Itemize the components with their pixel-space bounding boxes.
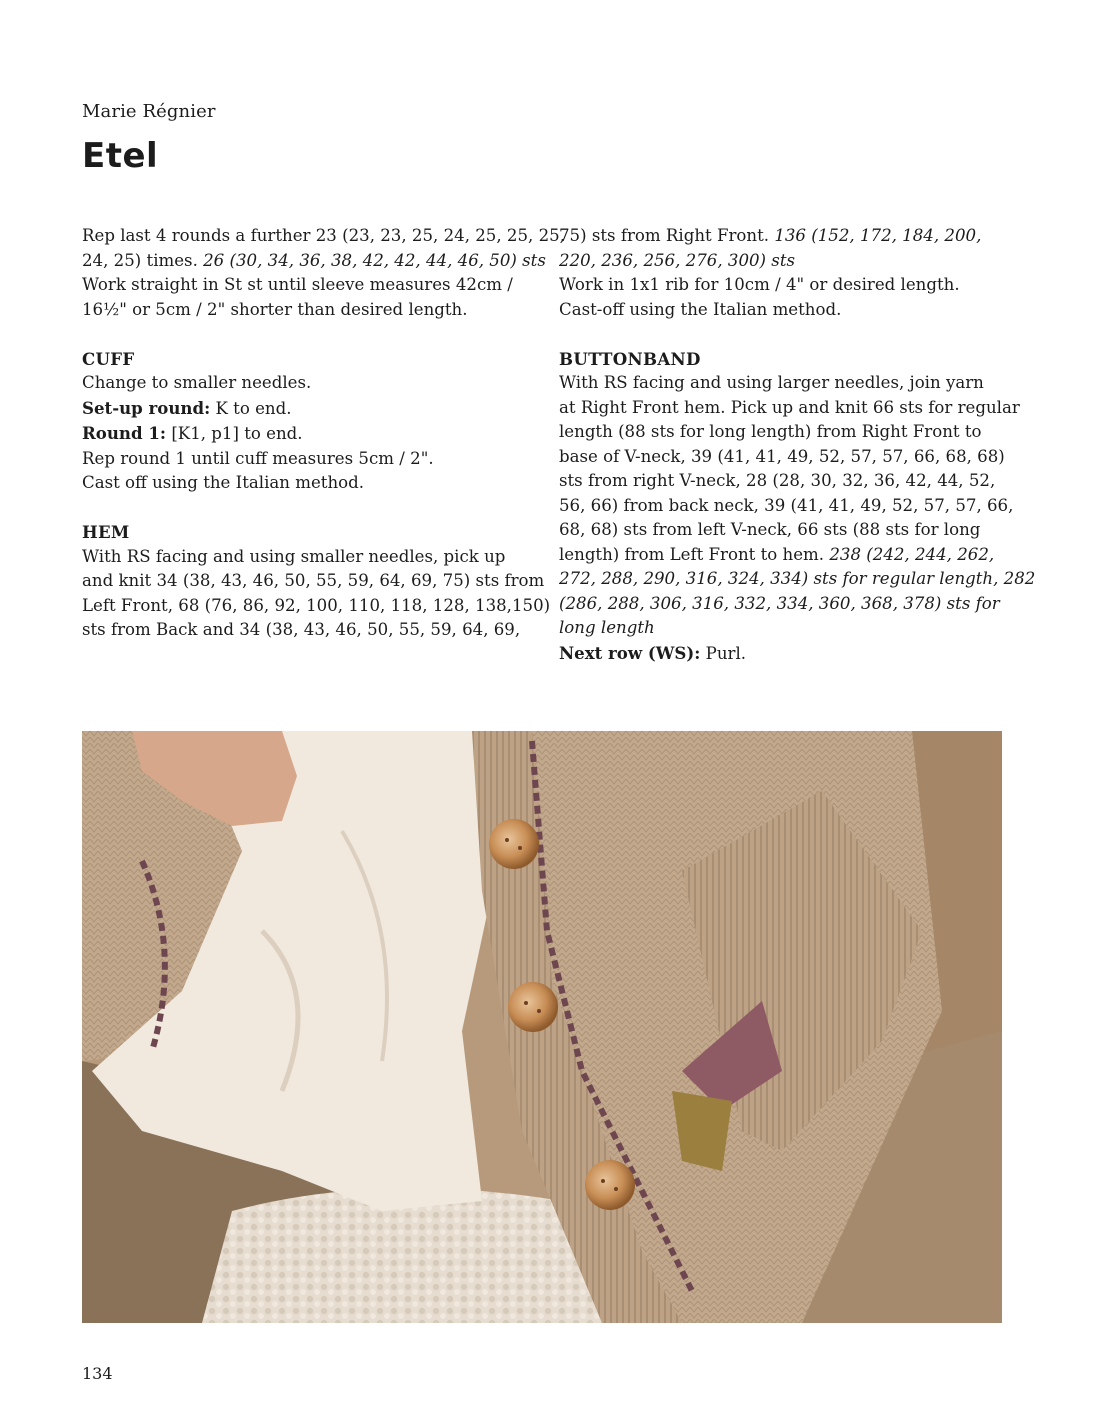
right-column [559,224,1036,666]
body-line: long length [559,618,655,637]
section-heading-hem: HEM [82,522,130,542]
body-line: Rep round 1 until cuff measures 5cm / 2". [82,448,434,468]
left-column [82,224,565,643]
body-line: With RS facing and using smaller needles, pick up [82,546,506,566]
body-line: 24, 25) times. 26 (30, 34, 36, 38, 42, 42, 44, 46, 50) sts [82,250,546,270]
body-line: sts from right V-neck, 28 (28, 30, 32, 36, 42, 44, 52, [559,471,996,490]
body-line: 16½" or 5cm / 2" shorter than desired length. [82,299,468,319]
body-line: Work straight in St st until sleeve measures 42cm / [82,275,513,294]
body-line: Work in 1x1 rib for 10cm / 4" or desired length. [559,275,960,294]
body-line: at Right Front hem. Pick up and knit 66 sts for regular [559,397,1020,417]
body-line: Change to smaller needles. [82,373,312,392]
body-line: 68, 68) sts from left V-neck, 66 sts (88 sts for long [559,520,981,539]
body-line: (286, 288, 306, 316, 332, 334, 360, 368, 378) sts for [559,593,1000,613]
body-line: length) from Left Front to hem. 238 (242, 244, 262, [559,544,995,564]
cardigan-photo [82,731,1002,1323]
body-line: Cast-off using the Italian method. [559,299,842,319]
body-line: 272, 288, 290, 316, 324, 334) sts for regular length, 282 [559,569,1036,588]
author-name: Marie Régnier [82,101,216,122]
body-line: Next row (WS): Purl. [559,642,747,663]
body-line: sts from Back and 34 (38, 43, 46, 50, 55, 59, 64, 69, [82,620,521,639]
body-line: 220, 236, 256, 276, 300) sts [559,250,796,270]
body-line: base of V-neck, 39 (41, 41, 49, 52, 57, 57, 66, 68, 68) [559,446,1005,466]
body-line: Rep last 4 rounds a further 23 (23, 23, 25, 24, 25, 25, 25, [82,226,565,245]
body-line: Round 1: [K1, p1] to end. [82,423,303,443]
body-line: Cast off using the Italian method. [82,473,365,492]
body-line: length (88 sts for long length) from Right Front to [559,422,982,441]
body-line: Set-up round: K to end. [82,397,292,418]
pattern-title: Etel [82,136,159,176]
body-line: Left Front, 68 (76, 86, 92, 100, 110, 118, 128, 138,150) [82,595,551,615]
body-line: 56, 66) from back neck, 39 (41, 41, 49, 52, 57, 57, 66, [559,495,1014,515]
body-line: and knit 34 (38, 43, 46, 50, 55, 59, 64, 69, 75) sts from [82,571,545,590]
page-number: 134 [82,1364,113,1383]
section-heading-buttonband: BUTTONBAND [559,348,701,369]
section-heading-cuff: CUFF [82,348,135,369]
body-line: With RS facing and using larger needles, join yarn [559,373,984,392]
body-line: 75) sts from Right Front. 136 (152, 172, 184, 200, [559,226,982,245]
